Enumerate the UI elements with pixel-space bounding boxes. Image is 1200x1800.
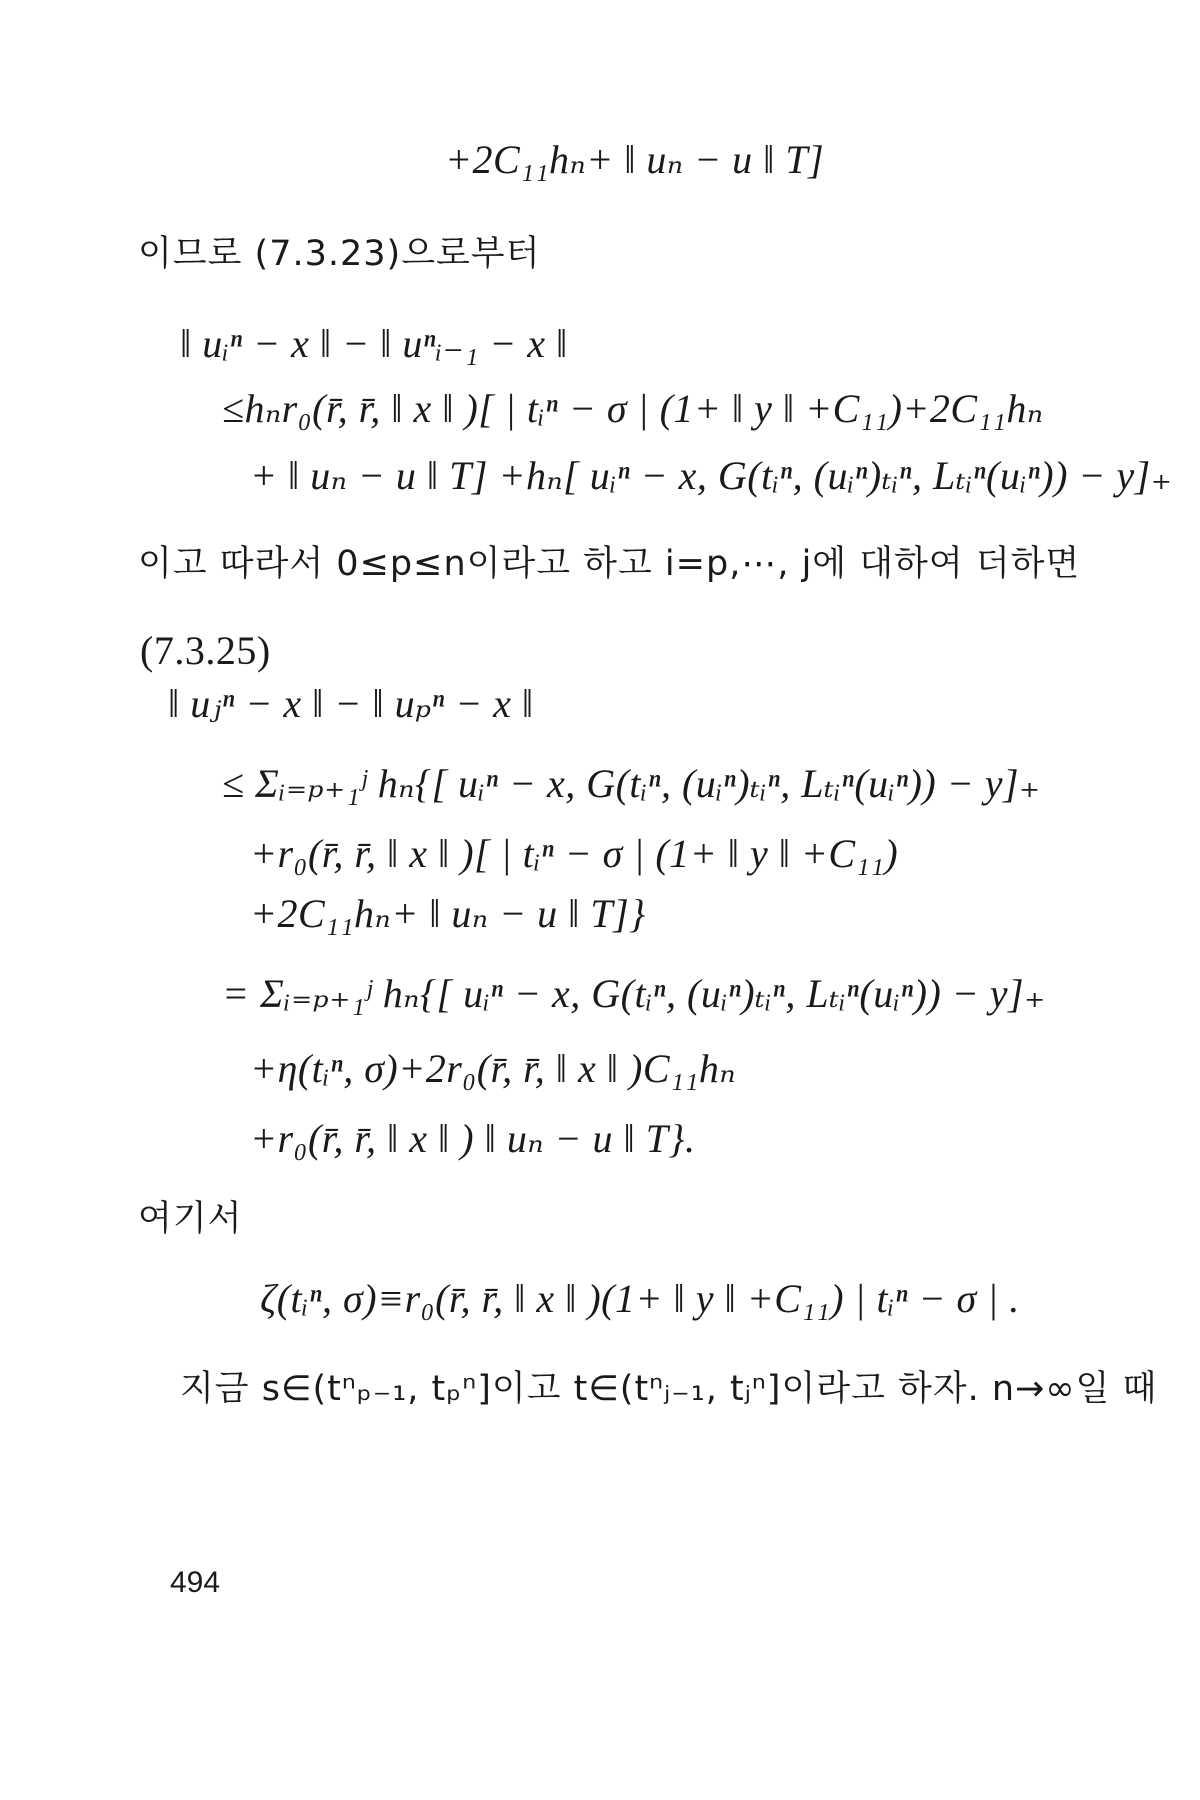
- equation-line: ζ(tᵢⁿ, σ)≡r₀(r̄, r̄, ‖ x ‖ )(1+ ‖ y ‖ +C₁₁) | tᵢⁿ − σ | .: [260, 1276, 1020, 1321]
- equation-line: +η(tᵢⁿ, σ)+2r₀(r̄, r̄, ‖ x ‖ )C₁₁hₙ: [250, 1046, 737, 1091]
- page-number: 494: [170, 1566, 221, 1599]
- equation-number: (7.3.25): [140, 628, 271, 673]
- equation-line: +2C₁₁hₙ+ ‖ uₙ − u ‖ T]: [445, 137, 825, 182]
- body-text: 이므로 (7.3.23)으로부터: [138, 234, 541, 274]
- body-text: 이고 따라서 0≤p≤n이라고 하고 i=p,⋯, j에 대하여 더하면: [138, 544, 1081, 584]
- equation-line: ≤ Σᵢ₌ₚ₊₁ʲ hₙ{[ uᵢⁿ − x, G(tᵢⁿ, (uᵢⁿ)ₜᵢⁿ, Lₜᵢⁿ(uᵢⁿ)) − y]₊: [222, 761, 1041, 806]
- equation-line: ‖ uⱼⁿ − x ‖ − ‖ uₚⁿ − x ‖: [168, 681, 534, 726]
- equation-line: ≤hₙr₀(r̄, r̄, ‖ x ‖ )[ | tᵢⁿ − σ | (1+ ‖ y ‖ +C₁₁)+2C₁₁hₙ: [222, 386, 1044, 431]
- body-text: 지금 s∈(tⁿₚ₋₁, tₚⁿ]이고 t∈(tⁿⱼ₋₁, tⱼⁿ]이라고 하자. n→∞일 때: [180, 1369, 1158, 1409]
- equation-line: +2C₁₁hₙ+ ‖ uₙ − u ‖ T]}: [250, 891, 646, 936]
- equation-line: + ‖ uₙ − u ‖ T] +hₙ[ uᵢⁿ − x, G(tᵢⁿ, (uᵢⁿ)ₜᵢⁿ, Lₜᵢⁿ(uᵢⁿ)) − y]₊: [250, 453, 1173, 498]
- equation-line: +r₀(r̄, r̄, ‖ x ‖ )[ | tᵢⁿ − σ | (1+ ‖ y ‖ +C₁₁): [250, 831, 899, 876]
- equation-line: = Σᵢ₌ₚ₊₁ʲ hₙ{[ uᵢⁿ − x, G(tᵢⁿ, (uᵢⁿ)ₜᵢⁿ, Lₜᵢⁿ(uᵢⁿ)) − y]₊: [222, 971, 1046, 1016]
- equation-line: +r₀(r̄, r̄, ‖ x ‖ ) ‖ uₙ − u ‖ T}.: [250, 1116, 696, 1161]
- body-text: 여기서: [138, 1199, 243, 1239]
- equation-line: ‖ uᵢⁿ − x ‖ − ‖ uⁿᵢ₋₁ − x ‖: [180, 321, 568, 366]
